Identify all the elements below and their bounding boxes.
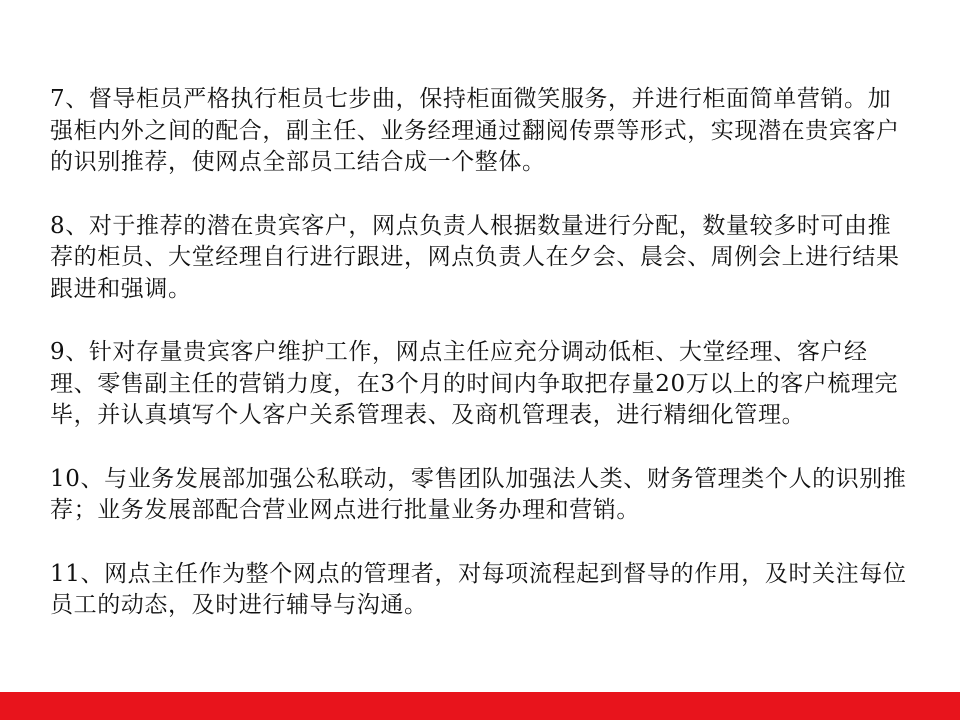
paragraph-11: 11、网点主任作为整个网点的管理者，对每项流程起到督导的作用，及时关注每位员工的动态，及时进行辅导与沟通。	[50, 560, 907, 618]
paragraph-10: 10、与业务发展部加强公私联动，零售团队加强法人类、财务管理类个人的识别推荐；业务发展部配合营业网点进行批量业务办理和营销。	[50, 465, 907, 523]
paragraph-8: 8、对于推荐的潜在贵宾客户，网点负责人根据数量进行分配，数量较多时可由推荐的柜员、大堂经理自行进行跟进，网点负责人在夕会、晨会、周例会上进行结果跟进和强调。	[50, 212, 900, 302]
paragraph-7: 7、督导柜员严格执行柜员七步曲，保持柜面微笑服务，并进行柜面简单营销。加强柜内外之间的配合，副主任、业务经理通过翻阅传票等形式，实现潜在贵宾客户的识别推荐，使网点全部员工结合成一个整体。	[50, 86, 900, 175]
slide-body	[50, 84, 912, 622]
paragraph-9: 9、针对存量贵宾客户维护工作，网点主任应充分调动低柜、大堂经理、客户经理、零售副主任的营销力度，在3个月的时间内争取把存量20万以上的客户梳理完毕，并认真填写个人客户关系管理表、及商机管理表，进行精细化管理。	[50, 339, 899, 428]
bottom-accent-bar	[0, 692, 960, 720]
